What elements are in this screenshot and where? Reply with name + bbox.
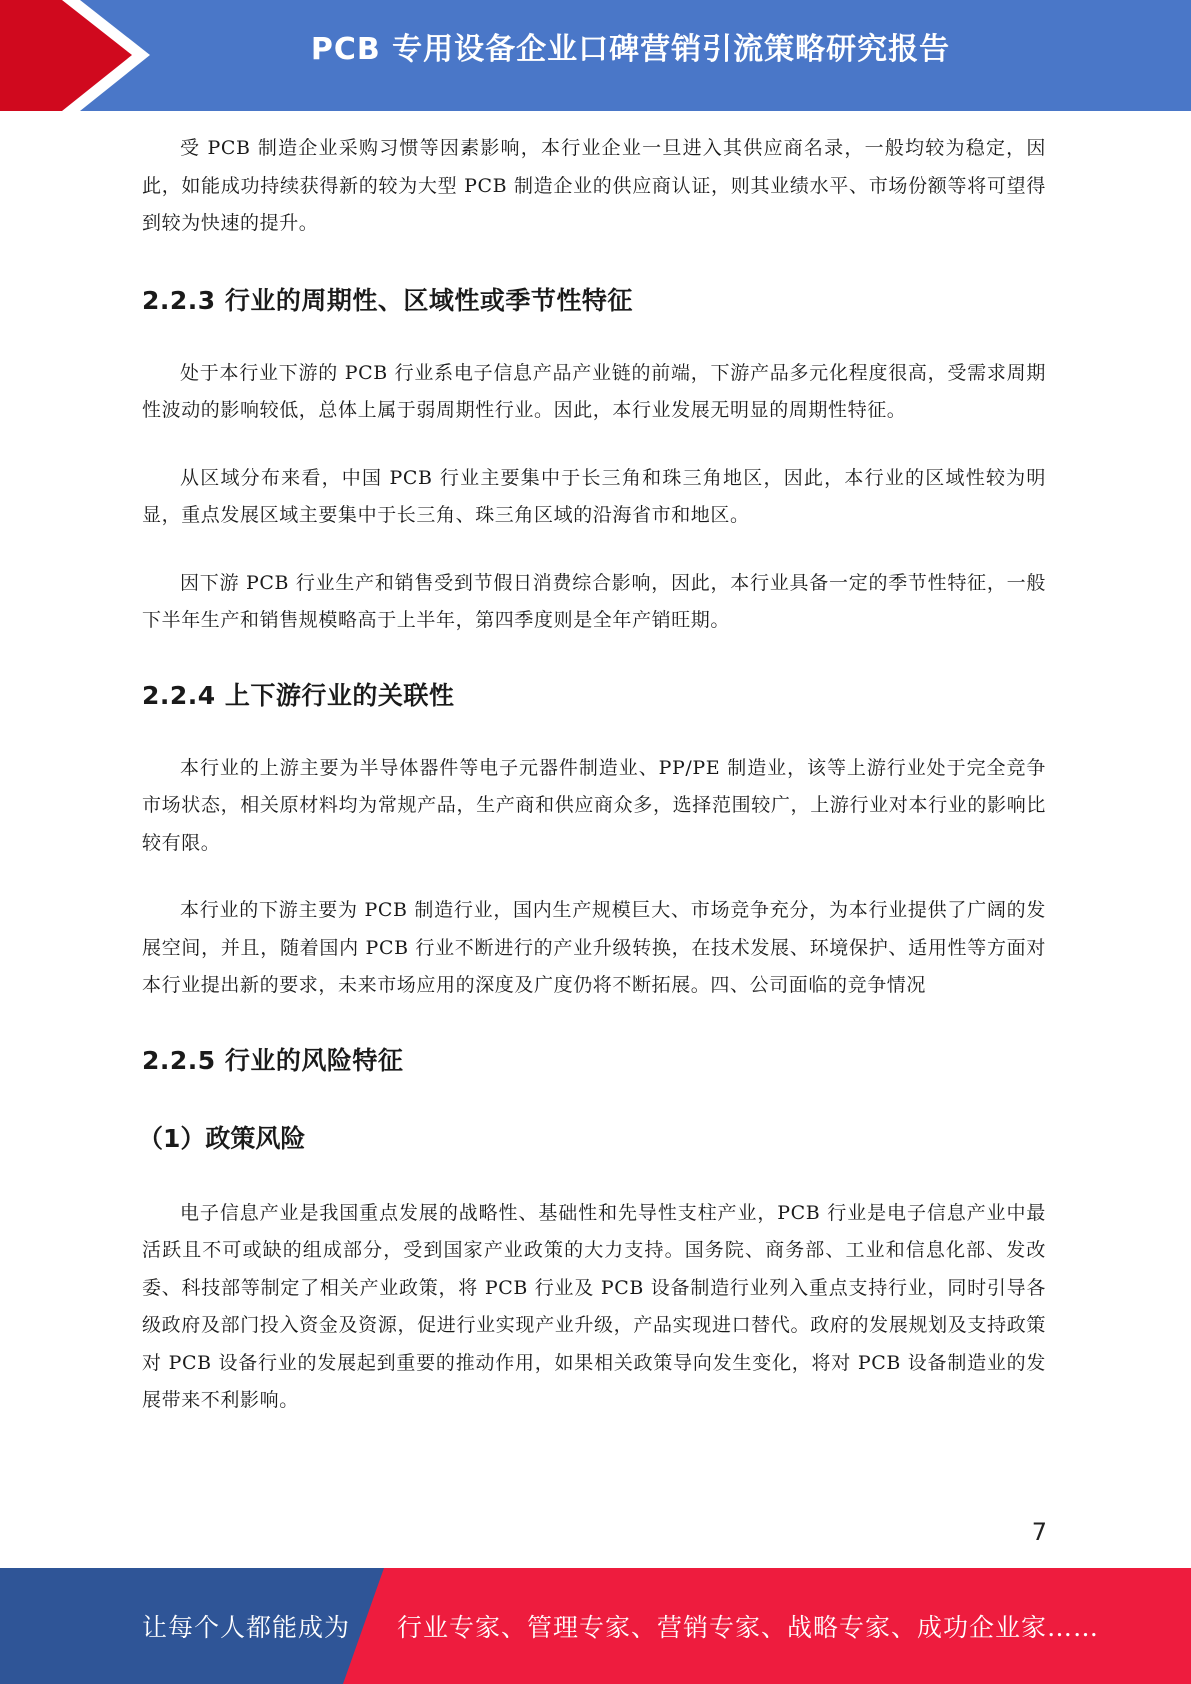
paragraph: 因下游 PCB 行业生产和销售受到节假日消费综合影响，因此，本行业具备一定的季节性特征，一般下半年生产和销售规模略高于上半年，第四季度则是全年产销旺期。 <box>142 571 1046 631</box>
document-title: PCB 专用设备企业口碑营销引流策略研究报告 <box>310 32 951 67</box>
paragraph: 从区域分布来看，中国 PCB 行业主要集中于长三角和珠三角地区，因此，本行业的区域性较为明显，重点发展区域主要集中于长三角、珠三角区域的沿海省市和地区。 <box>142 466 1046 526</box>
header-chevron-decoration <box>0 0 160 111</box>
paragraph: 电子信息产业是我国重点发展的战略性、基础性和先导性支柱产业，PCB 行业是电子信息产业中最活跃且不可或缺的组成部分，受到国家产业政策的大力支持。国务院、商务部、工业和信息化部、发改委、科技部等制定了相关产业政策，将 PCB 行业及 PCB 设备制造行业列入重点支持行业，同时引导各级政府及部门投入资金及资源，促进行业实现产业升级，产品实现进口替代。政府的发展规划及支持政策对 PCB 设备行业的发展起到重要的推动作用，如果相关政策导向发生变化，将对 PCB 设备制造业的发展带来不利影响。 <box>142 1201 1046 1411</box>
footer-slogan-left: 让每个人都能成为 <box>142 1613 351 1642</box>
footer-banner <box>0 1568 1191 1684</box>
subsection-heading-policy-risk: （1）政策风险 <box>138 1123 306 1153</box>
section-heading-2-2-5: 2.2.5 行业的风险特征 <box>142 1045 404 1075</box>
paragraph: 本行业的下游主要为 PCB 制造行业，国内生产规模巨大、市场竞争充分，为本行业提供了广阔的发展空间，并且，随着国内 PCB 行业不断进行的产业升级转换，在技术发展、环境保护、适用性等方面对本行业提出新的要求，未来市场应用的深度及广度仍将不断拓展。四、公司面临的竞争情况 <box>142 899 1046 996</box>
paragraph: 受 PCB 制造企业采购习惯等因素影响，本行业企业一旦进入其供应商名录，一般均较为稳定，因此，如能成功持续获得新的较为大型 PCB 制造企业的供应商认证，则其业绩水平、市场份额等将可望得到较为快速的提升。 <box>142 137 1046 234</box>
header-banner <box>0 0 1191 111</box>
page-content <box>138 130 1046 1450</box>
paragraph: 处于本行业下游的 PCB 行业系电子信息产品产业链的前端，下游产品多元化程度很高，受需求周期性波动的影响较低，总体上属于弱周期性行业。因此，本行业发展无明显的周期性特征。 <box>142 361 1046 421</box>
section-heading-2-2-4: 2.2.4 上下游行业的关联性 <box>142 680 455 710</box>
section-heading-2-2-3: 2.2.3 行业的周期性、区域性或季节性特征 <box>142 285 633 315</box>
footer-slogan-right: 行业专家、管理专家、营销专家、战略专家、成功企业家…… <box>397 1613 1100 1642</box>
page-number: 7 <box>1031 1518 1047 1546</box>
paragraph: 本行业的上游主要为半导体器件等电子元器件制造业、PP/PE 制造业，该等上游行业处于完全竞争市场状态，相关原材料均为常规产品，生产商和供应商众多，选择范围较广，上游行业对本行业的影响比较有限。 <box>142 756 1046 854</box>
